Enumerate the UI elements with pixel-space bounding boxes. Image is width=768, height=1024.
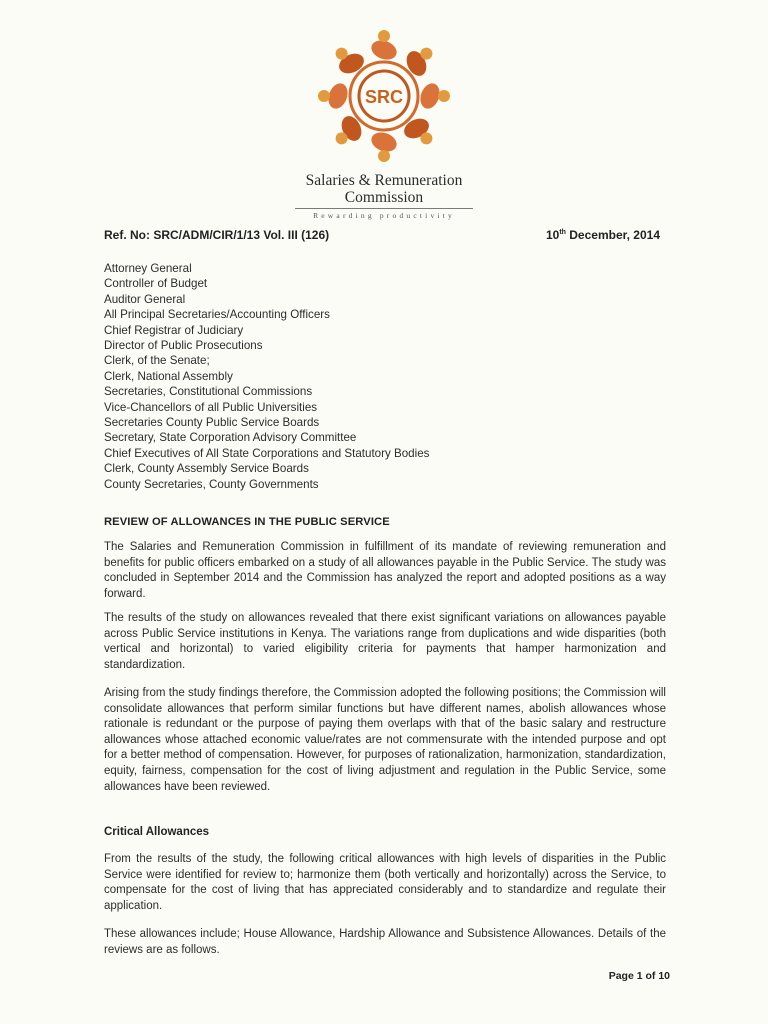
tagline-rule (295, 208, 473, 220)
logo-figure-head (420, 132, 432, 144)
page-number: Page 1 of 10 (608, 970, 670, 982)
tagline: Rewarding productivity (313, 211, 455, 220)
recipient-item: Clerk, County Assembly Service Boards (104, 462, 309, 476)
org-name-line1: Salaries & Remuneration (305, 172, 463, 189)
recipient-item: Chief Executives of All State Corporations and Statutory Bodies (104, 446, 430, 460)
letter-date: 10th December, 2014 (545, 228, 660, 242)
recipient-item: Controller of Budget (104, 277, 208, 291)
recipient-item: Clerk, National Assembly (104, 369, 233, 383)
logo-figure-head (378, 30, 390, 42)
org-name-line2: Commission (344, 189, 424, 206)
recipient-item: County Secretaries, County Governments (104, 477, 319, 491)
logo-figure-head (438, 90, 450, 102)
paragraph: Arising from the study findings therefore, the Commission adopted the following positions; the Commission will consolidate allowances that perform similar functions but have different names, abolish allowances whose rationale is redundant or the purpose of paying them overlaps with that of the basic salary and restructure allowances whose attached economic value/rates are not commensurate with the intended purpose and opt for a better method of compensation. However, for purposes of rationalization, harmonization, standardization, equity, fairness, compensation for the cost of living adjustment and regulation in the Public Service, some allowances have been reviewed. (104, 687, 666, 793)
letterhead (0, 28, 768, 220)
org-name (306, 172, 463, 206)
logo-text: SRC (364, 87, 404, 107)
recipient-item: Clerk, of the Senate; (104, 354, 210, 368)
logo-figure-head (420, 48, 432, 60)
recipient-item: Attorney General (104, 262, 192, 275)
src-logo (314, 28, 454, 168)
recipient-item: Secretary, State Corporation Advisory Committee (104, 431, 357, 445)
recipient-item: Auditor General (104, 292, 186, 306)
recipient-item: Vice-Chancellors of all Public Universities (104, 400, 318, 414)
recipient-item: Director of Public Prosecutions (104, 339, 263, 353)
paragraph: These allowances include; House Allowance, Hardship Allowance and Subsistence Allowances. Details of the reviews are as follows. (104, 928, 666, 956)
recipient-item: Secretaries, Constitutional Commissions (104, 385, 313, 399)
letter-heading: REVIEW OF ALLOWANCES IN THE PUBLIC SERVICE (104, 516, 390, 528)
recipient-item: Secretaries County Public Service Boards (104, 416, 320, 430)
logo-figure-head (336, 132, 348, 144)
logo-figure-head (336, 48, 348, 60)
paragraph: From the results of the study, the following critical allowances with high levels of disparities in the Public Service were identified for review to; harmonize them (both vertically and horizontally) across the Service, to compensate for the cost of living that has appreciated considerably and to standardize and regulate their application. (104, 853, 666, 912)
recipient-list (104, 261, 429, 492)
recipient-item: All Principal Secretaries/Accounting Officers (104, 308, 330, 322)
paragraph: The results of the study on allowances revealed that there exist significant variations on allowances payable across Public Service institutions in Kenya. The variations range from duplications and wide disparities (both vertical and horizontal) to varied eligibility criteria for payments that hamper harmonization and standardization. (104, 612, 666, 671)
reference-number: Ref. No: SRC/ADM/CIR/1/13 Vol. III (126) (104, 228, 330, 242)
logo-figure-head (318, 90, 330, 102)
section-subheading: Critical Allowances (104, 826, 210, 838)
reference-line (104, 228, 660, 242)
logo-figure-head (378, 150, 390, 162)
recipient-item: Chief Registrar of Judiciary (104, 323, 244, 337)
paragraph: The Salaries and Remuneration Commission in fulfillment of its mandate of reviewing remuneration and benefits for public officers embarked on a study of all allowances payable in the Public Service. The study was concluded in September 2014 and the Commission has analyzed the report and adopted positions as a way forward. (104, 541, 666, 600)
